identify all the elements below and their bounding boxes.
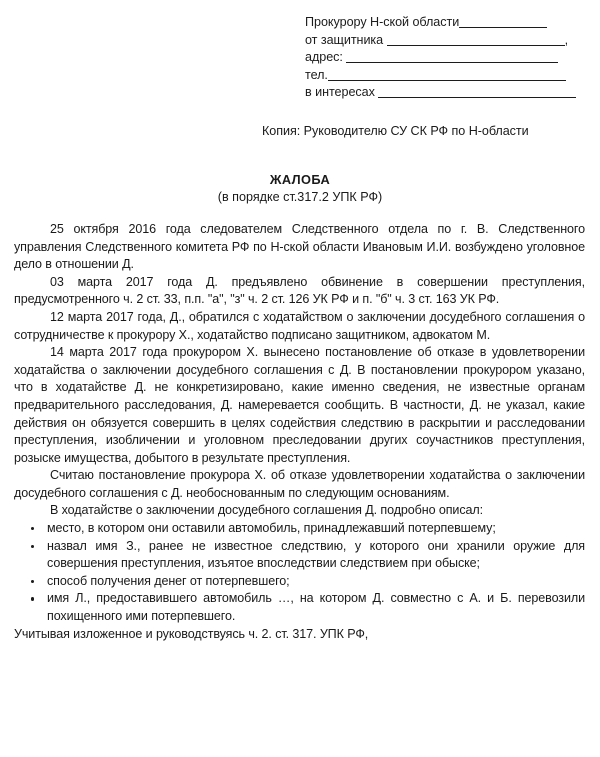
fill-in-rule[interactable] [459, 16, 547, 28]
closing-line: Учитывая изложенное и руководствуясь ч. 2. ст. 317. УПК РФ, [14, 626, 369, 641]
addressee-label: тел. [305, 67, 328, 82]
addressee-line [305, 14, 586, 32]
addressee-block [0, 0, 600, 102]
addressee-line [305, 49, 586, 67]
addressee-label: Прокурору Н-ской области [305, 15, 460, 29]
bullet-list [14, 520, 585, 626]
fill-in-rule[interactable] [378, 86, 576, 98]
document-body [0, 221, 600, 643]
list-item: имя Л., предоставившего автомобиль …, на котором Д. совместно с А. и Б. перевозили похищенного ими потерпевшего. [14, 590, 585, 625]
paragraph: 14 марта 2017 года прокурором Х. вынесено постановление об отказе в удовлетворении ходатайства о заключении досудебного соглашения с Д. В постановлении прокурором указано, что в ходатайстве Д. не конкретизировано, какие именно сведения, не известные органам предварительного расследования, Д. намеревается сообщить. В частности, Д. не указал, какие действия он обязуется совершить в целях содействия следствию в раскрытии и расследовании преступления, изобличении и уголовном преследовании других соучастников преступления, розыске имущества, добытого в результате преступления. [14, 345, 585, 465]
paragraph: 03 марта 2017 года Д. предъявлено обвинение в совершении преступления, предусмотренного ч. 2 ст. 33, п.п. "а", "з" ч. 2 ст. 126 УК РФ и п. "б" ч. 3 ст. 163 УК РФ. [14, 274, 585, 307]
addressee-line [305, 67, 586, 85]
addressee-line [305, 32, 586, 50]
paragraph: 25 октября 2016 года следователем Следственного отдела по г. В. Следственного управления Следственного комитета РФ по Н-ской области Ивановым И.И. возбуждено уголовное дело в отношении Д. [14, 221, 585, 272]
paragraph: Считаю постановление прокурора Х. об отказе удовлетворении ходатайства о заключении досудебного соглашения с Д. необоснованным по следующим основаниям. [14, 468, 585, 500]
fill-in-rule[interactable] [346, 51, 558, 63]
document-title: ЖАЛОБА [269, 171, 331, 187]
copy-to-line: Копия: Руководителю СУ СК РФ по Н-области [262, 123, 529, 138]
document-subtitle: (в порядке ст.317.2 УПК РФ) [217, 189, 383, 204]
addressee-line [305, 84, 586, 102]
paragraph: 12 марта 2017 года, Д., обратился с ходатайством о заключении досудебного соглашения о сотрудничестве к прокурору Х., ходатайство подписано защитником, адвокатом М. [14, 309, 585, 342]
list-item: место, в котором они оставили автомобиль, принадлежавший потерпевшему; [14, 520, 585, 538]
addressee-tail: , [564, 32, 569, 47]
addressee-label: от защитника [305, 32, 387, 47]
list-item: назвал имя З., ранее не известное следствию, у которого они хранили оружие для совершения преступления, изъятое впоследствии следствием при обыске; [14, 538, 585, 573]
fill-in-rule[interactable] [328, 69, 566, 81]
fill-in-rule[interactable] [387, 34, 565, 46]
list-item: способ получения денег от потерпевшего; [14, 573, 585, 591]
addressee-label: адрес: [305, 50, 347, 65]
addressee-label: в интересах [305, 85, 379, 100]
paragraph: В ходатайстве о заключении досудебного соглашения Д. подробно описал: [50, 503, 484, 518]
